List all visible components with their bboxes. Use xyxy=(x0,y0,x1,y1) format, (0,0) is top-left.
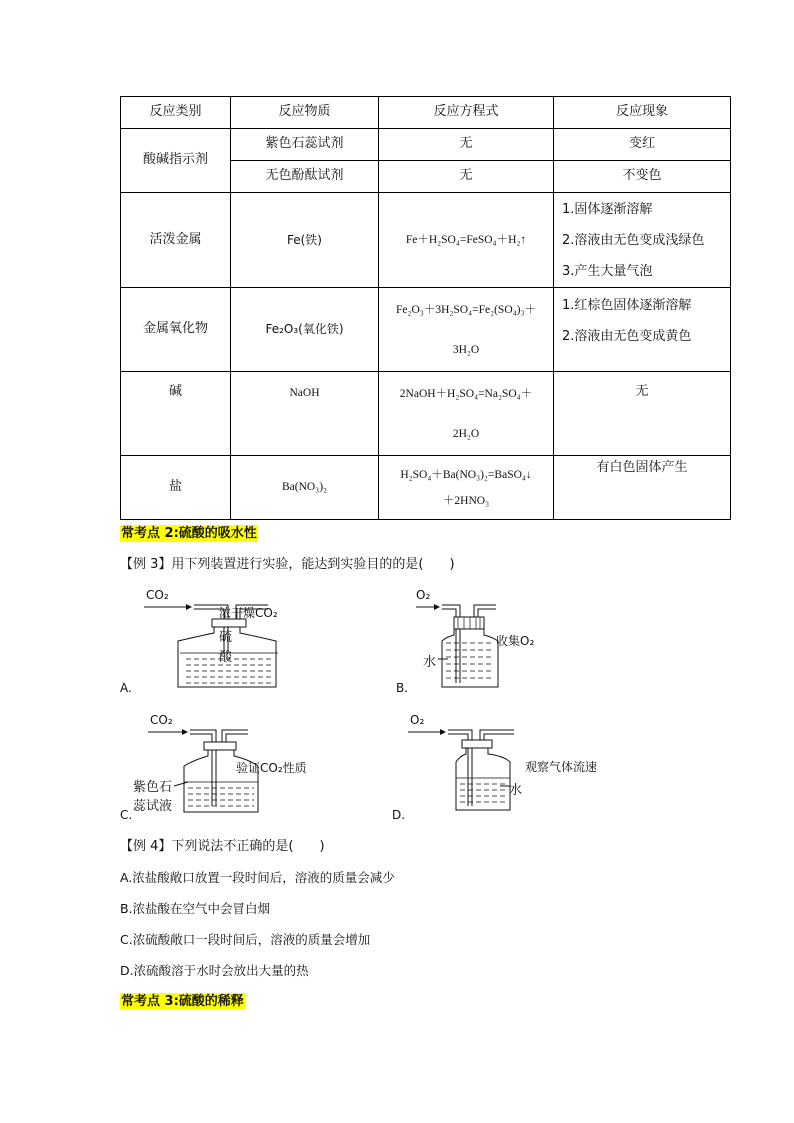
header-phenomenon: 反应现象 xyxy=(554,97,731,129)
equation-litmus: 无 xyxy=(379,129,554,161)
keypoint-heading-2: 常考点 2:硫酸的吸水性 xyxy=(121,526,257,541)
phenomenon-phenolphthalein: 不变色 xyxy=(554,161,731,193)
inlet-tube xyxy=(190,730,216,806)
phenomenon-iron xyxy=(554,193,731,288)
example-3-stem: 【例 3】用下列装置进行实验，能达到实验目的的是( ) xyxy=(120,557,455,572)
liquid xyxy=(446,643,494,678)
liquid-label: 紫色石 xyxy=(133,780,173,795)
purpose-label: 观察气体流速 xyxy=(525,760,598,774)
arrowhead xyxy=(182,729,188,735)
keypoint-heading-3: 常考点 3:硫酸的稀释 xyxy=(121,994,244,1009)
equation-iron: Fe＋H₂SO₄=FeSO₄＋H₂↑ xyxy=(379,193,554,288)
equation-line: Fe₂O₃＋3H₂SO₄=Fe₂(SO₄)₃＋ xyxy=(396,303,536,316)
liquid-label: 蕊试液 xyxy=(133,799,173,814)
table-row xyxy=(121,456,731,520)
gas-label: O₂ xyxy=(410,713,425,727)
equation-naoh xyxy=(379,372,554,456)
stopper xyxy=(462,740,492,748)
equation-line: ＋2HNO₃ xyxy=(442,494,490,507)
apparatus-d-figure xyxy=(406,710,526,820)
gas-label: CO₂ xyxy=(146,588,169,602)
equation-line: 3H₂O xyxy=(452,343,480,356)
liquid-label: 硫 xyxy=(219,630,233,645)
purpose-label: 收集O₂ xyxy=(496,634,535,648)
apparatus-a-figure xyxy=(138,583,288,693)
equation-line: 2NaOH＋H₂SO₄=Na₂SO₄＋ xyxy=(399,387,533,400)
bottle xyxy=(456,748,510,810)
purpose-label: 浓干燥CO₂ xyxy=(219,606,278,620)
equation-line: H₂SO₄＋Ba(NO₃)₂=BaSO₄↓ xyxy=(400,468,532,481)
header-equation: 反应方程式 xyxy=(379,97,554,129)
equation-phenolphthalein: 无 xyxy=(379,161,554,193)
header-substance: 反应物质 xyxy=(231,97,379,129)
stopper xyxy=(204,742,236,750)
arrowhead xyxy=(434,604,440,610)
equation-line: 2H₂O xyxy=(452,427,480,440)
equation-barium-nitrate xyxy=(379,456,554,520)
liquid-label: 水 xyxy=(423,655,437,670)
category-salt: 盐 xyxy=(121,456,231,520)
option-letter: D. xyxy=(392,808,406,822)
option-c: C.浓硫酸敞口一段时间后，溶液的质量会增加 xyxy=(120,932,371,947)
category-oxide: 金属氧化物 xyxy=(121,288,231,372)
stopper xyxy=(454,617,484,629)
phenomenon-line: 2.溶液由无色变成浅绿色 xyxy=(562,232,705,248)
substance-iron-oxide: Fe₂O₃(氧化铁) xyxy=(231,288,379,372)
phenomenon-line: 1.固体逐渐溶解 xyxy=(562,201,653,217)
equation-iron-oxide xyxy=(379,288,554,372)
phenomenon-barium-nitrate: 有白色固体产生 xyxy=(554,456,731,520)
example-4-stem: 【例 4】下列说法不正确的是( ) xyxy=(120,839,325,854)
category-metal: 活泼金属 xyxy=(121,193,231,288)
liquid-label: 酸 xyxy=(219,650,233,665)
option-b: B.浓盐酸在空气中会冒白烟 xyxy=(120,901,271,916)
arrowhead xyxy=(186,604,192,610)
liquid xyxy=(456,778,510,802)
phenomenon-line: 2.溶液由无色变成黄色 xyxy=(562,329,692,344)
phenomenon-line: 1.红棕色固体逐渐溶解 xyxy=(562,298,692,313)
substance-iron: Fe(铁) xyxy=(231,193,379,288)
purpose-label: 验证CO₂性质 xyxy=(236,761,307,775)
table-row xyxy=(121,372,731,456)
liquid-label: 水 xyxy=(509,783,523,798)
header-category: 反应类别 xyxy=(121,97,231,129)
label-pointer xyxy=(174,782,188,786)
category-indicator: 酸碱指示剂 xyxy=(121,129,231,193)
option-d: D.浓硫酸溶于水时会放出大量的热 xyxy=(120,963,309,978)
liquid xyxy=(184,782,258,806)
gas-label: O₂ xyxy=(416,588,431,602)
substance-barium-nitrate: Ba(NO₃)₂ xyxy=(231,456,379,520)
option-letter: A. xyxy=(120,681,132,695)
option-letter: B. xyxy=(396,681,409,695)
table-header-row xyxy=(121,97,731,129)
table-row xyxy=(121,288,731,372)
arrowhead xyxy=(440,729,446,735)
substance-phenolphthalein: 无色酚酞试剂 xyxy=(231,161,379,193)
table-row xyxy=(121,193,731,288)
option-a: A.浓盐酸敞口放置一段时间后，溶液的质量会减少 xyxy=(120,870,395,885)
phenomenon-litmus: 变红 xyxy=(554,129,731,161)
substance-naoh: NaOH xyxy=(231,372,379,456)
sulfuric-acid-reaction-table xyxy=(120,96,731,520)
table-row xyxy=(121,129,731,161)
substance-litmus: 紫色石蕊试剂 xyxy=(231,129,379,161)
gas-label: CO₂ xyxy=(150,713,173,727)
option-letter: C. xyxy=(120,808,133,822)
phenomenon-iron-oxide xyxy=(554,288,731,372)
phenomenon-naoh: 无 xyxy=(554,372,731,456)
phenomenon-line: 3.产生大量气泡 xyxy=(562,263,653,279)
category-base: 碱 xyxy=(121,372,231,456)
